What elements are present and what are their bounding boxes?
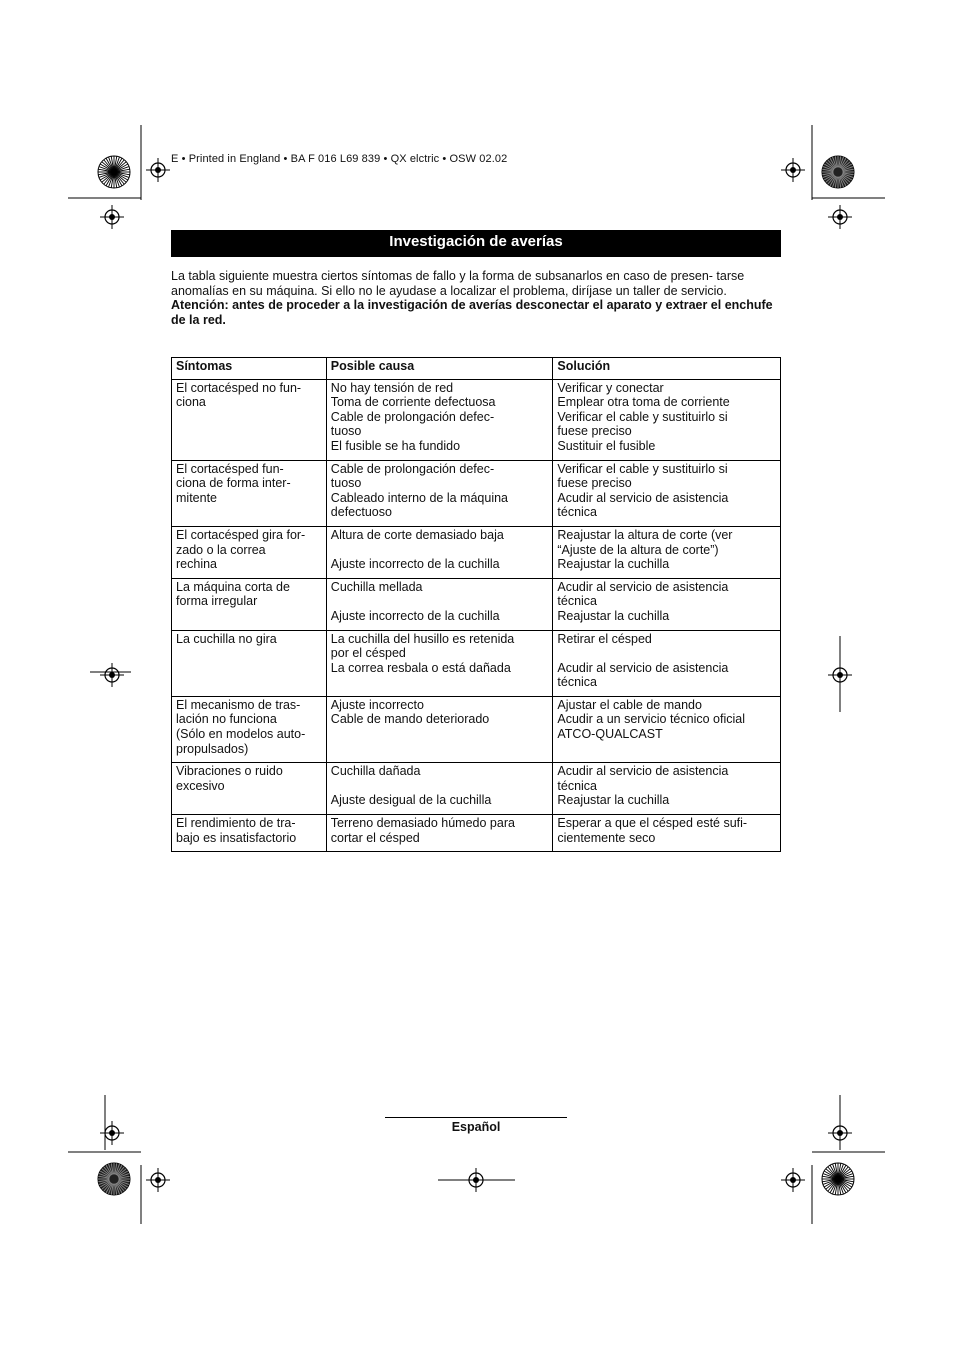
cause-cell: Cable de prolongación defec- tuoso Cableado interno de la máquina defectuoso (326, 460, 553, 526)
solution-cell: Retirar el césped Acudir al servicio de asistencia técnica (553, 630, 781, 696)
footer-rule (385, 1117, 567, 1118)
symptom-cell: El cortacésped gira for- zado o la correa rechina (172, 526, 327, 578)
table-row (172, 578, 781, 630)
table-row (172, 763, 781, 815)
table-row (172, 379, 781, 460)
symptom-cell: El rendimiento de tra- bajo es insatisfactorio (172, 815, 327, 852)
table-header-row (172, 358, 781, 380)
print-info-line: E • Printed in England • BA F 016 L69 839 • QX elctric • OSW 02.02 (171, 153, 508, 165)
symptom-cell: La máquina corta de forma irregular (172, 578, 327, 630)
symptom-cell: El cortacésped fun- ciona de forma inter- mitente (172, 460, 327, 526)
symptom-cell: El mecanismo de tras- lación no funciona (Sólo en modelos auto- propulsados) (172, 696, 327, 762)
solution-cell: Reajustar la altura de corte (ver “Ajuste de la altura de corte”) Reajustar la cuchilla (553, 526, 781, 578)
section-title-bar (171, 230, 781, 257)
solution-cell: Verificar el cable y sustituirlo si fuese preciso Acudir al servicio de asistencia técnica (553, 460, 781, 526)
solution-cell: Acudir al servicio de asistencia técnica Reajustar la cuchilla (553, 763, 781, 815)
column-header-cause: Posible causa (326, 358, 553, 380)
table-row (172, 696, 781, 762)
symptom-cell: Vibraciones o ruido excesivo (172, 763, 327, 815)
cause-cell: Ajuste incorrecto Cable de mando deteriorado (326, 696, 553, 762)
cause-cell: Altura de corte demasiado baja Ajuste incorrecto de la cuchilla (326, 526, 553, 578)
solution-cell: Esperar a que el césped esté sufi- cientemente seco (553, 815, 781, 852)
solution-cell: Verificar y conectar Emplear otra toma de corriente Verificar el cable y sustituirlo si fuese preciso Sustituir el fusible (553, 379, 781, 460)
cause-cell: Terreno demasiado húmedo para cortar el césped (326, 815, 553, 852)
warning-text: Atención: antes de proceder a la investigación de averías desconectar el aparato y extraer el enchufe de la red. (171, 298, 773, 327)
cause-cell: Cuchilla dañada Ajuste desigual de la cuchilla (326, 763, 553, 815)
symptom-cell: La cuchilla no gira (172, 630, 327, 696)
table-row (172, 460, 781, 526)
solution-cell: Ajustar el cable de mando Acudir a un servicio técnico oficial ATCO-QUALCAST (553, 696, 781, 762)
symptom-cell: El cortacésped no fun- ciona (172, 379, 327, 460)
intro-text: La tabla siguiente muestra ciertos síntomas de fallo y la forma de subsanarlos en caso de presen- tarse anomalías en su máquina. Si ello no le ayudase a localizar el problema, diríjase un taller de servicio. (171, 269, 745, 298)
table-row (172, 630, 781, 696)
troubleshooting-table (171, 357, 781, 852)
table-row (172, 815, 781, 852)
intro-block (171, 269, 781, 327)
footer-language: Español (451, 1120, 501, 1134)
table-row (172, 526, 781, 578)
cause-cell: No hay tensión de red Toma de corriente defectuosa Cable de prolongación defec- tuoso El fusible se ha fundido (326, 379, 553, 460)
solution-cell: Acudir al servicio de asistencia técnica Reajustar la cuchilla (553, 578, 781, 630)
cause-cell: La cuchilla del husillo es retenida por el césped La correa resbala o está dañada (326, 630, 553, 696)
column-header-symptoms: Síntomas (172, 358, 327, 380)
section-title: Investigación de averías (389, 233, 563, 250)
cause-cell: Cuchilla mellada Ajuste incorrecto de la cuchilla (326, 578, 553, 630)
column-header-solution: Solución (553, 358, 781, 380)
